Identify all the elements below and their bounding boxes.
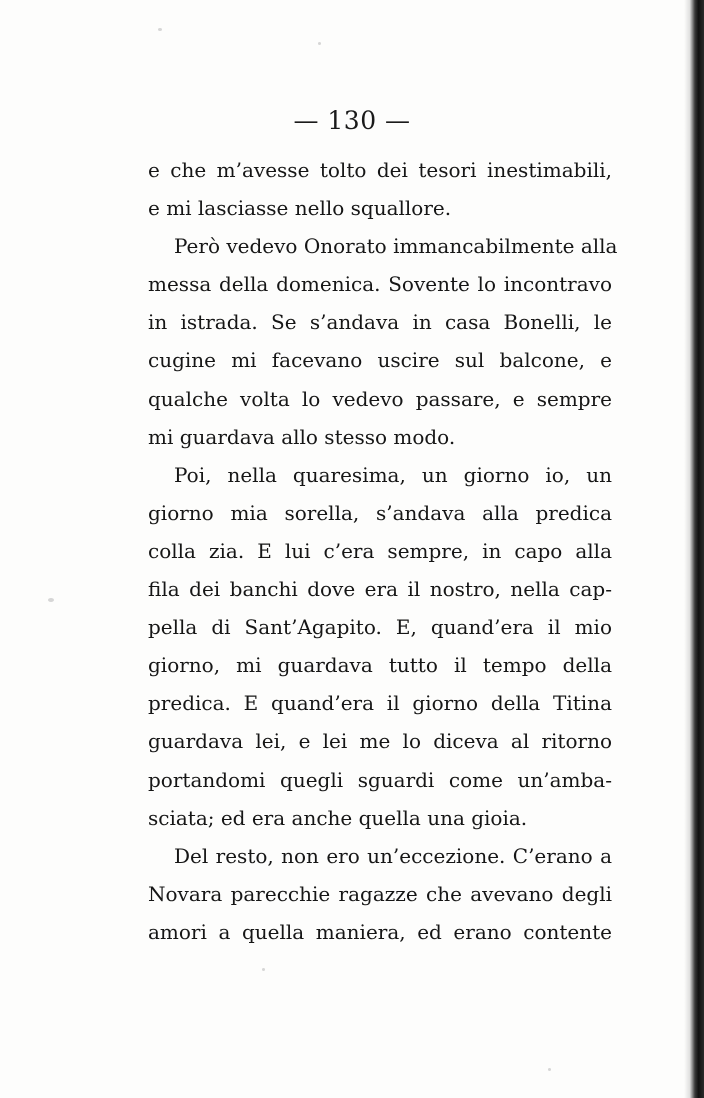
- text-line: guardava lei, e lei me lo diceva al ritorno: [148, 729, 612, 754]
- text-line: fila dei banchi dove era il nostro, nella cap-: [148, 577, 612, 602]
- text-line: e che m’avesse tolto dei tesori inestimabili,: [148, 158, 612, 182]
- text-line: messa della domenica. Sovente lo incontravo: [148, 272, 612, 297]
- paper-speck: [548, 1068, 551, 1071]
- text-line: pella di Sant’Agapito. E, quand’era il mio: [148, 615, 612, 640]
- paper-speck: [262, 968, 265, 971]
- text-line: cugine mi facevano uscire sul balcone, e: [148, 348, 612, 373]
- paper-speck: [48, 598, 54, 602]
- text-line: mi guardava allo stesso modo.: [148, 424, 456, 449]
- text-line: portandomi quegli sguardi come un’amba-: [148, 767, 612, 792]
- text-line: colla zia. E lui c’era sempre, in capo alla: [148, 538, 612, 563]
- text-line: predica. E quand’era il giorno della Titina: [148, 691, 612, 716]
- paper-speck: [158, 28, 162, 31]
- page-binding-edge: [690, 0, 704, 1098]
- text-line: amori a quella maniera, ed erano contente: [148, 919, 612, 944]
- text-line: sciata; ed era anche quella una gioia.: [148, 805, 528, 830]
- text-line: in istrada. Se s’andava in casa Bonelli, le: [148, 310, 612, 335]
- text-line: Novara parecchie ragazze che avevano degli: [148, 881, 612, 906]
- text-line: e mi lasciasse nello squallore.: [148, 196, 452, 221]
- text-line: giorno, mi guardava tutto il tempo della: [148, 653, 612, 678]
- text-line: Poi, nella quaresima, un giorno io, un: [174, 462, 612, 487]
- text-line: Del resto, non ero un’eccezione. C’erano a: [174, 843, 612, 868]
- text-line: giorno mia sorella, s’andava alla predica: [148, 500, 612, 525]
- text-line: Però vedevo Onorato immancabilmente alla: [174, 234, 618, 259]
- body-text: [148, 151, 618, 951]
- page-number: — 130 —: [293, 106, 411, 135]
- paper-speck: [318, 42, 321, 45]
- text-line: qualche volta lo vedevo passare, e sempre: [148, 386, 612, 411]
